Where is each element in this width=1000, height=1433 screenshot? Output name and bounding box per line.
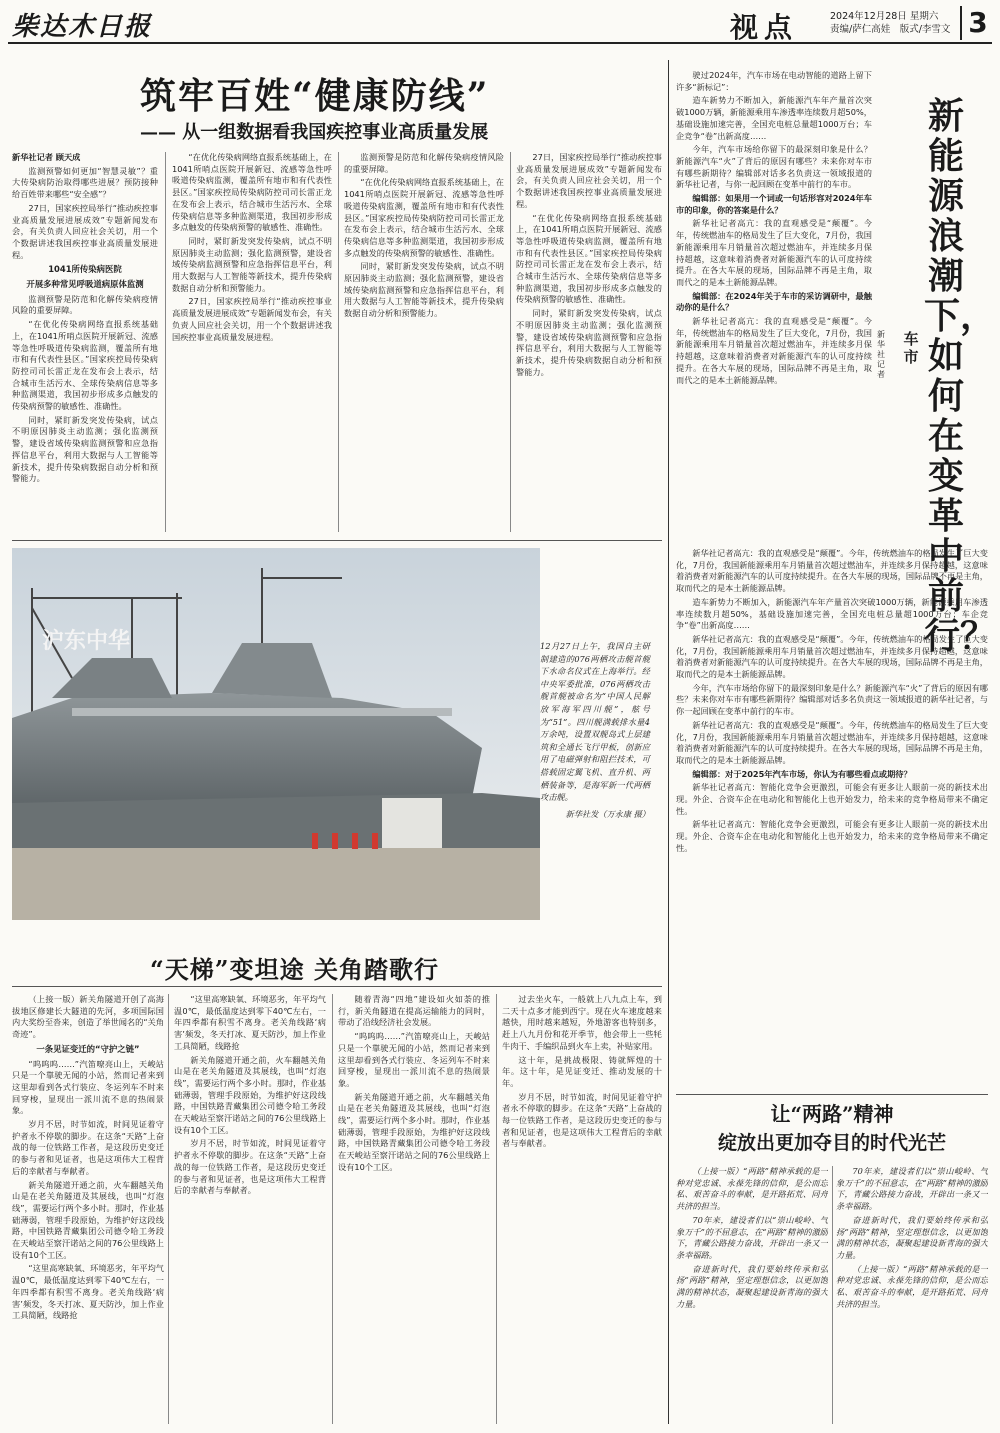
ship-photo-illustration <box>12 548 540 920</box>
article4-col1 <box>676 1166 828 1424</box>
paper-name: 柴达木日报 <box>12 12 153 42</box>
article1-title: 筑牢百姓“健康防线” <box>140 75 490 117</box>
article3-p1: 造车新势力不断加入，新能源汽车年产量首次突破1000万辆，新能源乘用车渗透率连续数月超50%，基础设施加速完善，全国充电桩总量超1000万台；车企竞争“卷”出新高度…… <box>676 95 872 141</box>
editor-text: 责编/萨仁高娃 版式/李雪文 <box>830 24 951 35</box>
date-text: 2024年12月28日 星期六 <box>830 11 939 22</box>
article1-p2-cont: 监测预警是防范和化解传染病疫情风险的重要屏障。 <box>344 152 504 174</box>
article1-subtitle: —— 从一组数据看我国疾控事业高质量发展 <box>140 122 489 143</box>
article1-p4-cont: 同时，紧盯新发突发传染病，试点不明原因肺炎主动监测；强化监测预警，建设省域传染病监测预警和应急指挥信息平台，利用大数据与人工智能等新技术，提升传染病数据自动分析和预警能力。 <box>172 235 332 293</box>
article3-a1: 新华社记者高亢：我的直观感受是“颠覆”。今年，传统燃油车的格局发生了巨大变化，7月份，我国新能源乘用车月销量首次超过燃油车，并连续多月保持超越，这意味着消费者对新能源汽车的认可度持续提升。在各大车展的现场，国际品牌不再是主角，取而代之的是本土新能源品牌。 <box>676 218 872 287</box>
article2-lead: （上接一版）新关角隧道开创了高海拔地区修建长大隧道的先河，多项国际国内大奖纷至沓来，创造了举世闻名的“关角奇迹”。 <box>12 994 164 1040</box>
article3-kicker: 车市 <box>903 330 919 366</box>
article1-p3-cont3: “在优化传染病网络直报系统基础上，在1041所哨点医院开展新冠、流感等急性呼吸道传染病监测，覆盖所有地市和有代表性县区。”国家疾控局传染病防控司司长雷正龙在发布会上表示，结合城市生活污水、全球传染病信息等多种监测渠道，我国初步形成多点触发的传染病预警的敏感性、准确性。 <box>516 212 662 305</box>
article2-title: “天梯”变坦途 关角踏歌行 <box>150 955 439 984</box>
photo-caption-text: 12月27日上午，我国自主研制建造的076两栖攻击舰首舰下水命名仪式在上海举行。经中央军委批准，076两栖攻击舰首舰被命名为“中国人民解放军海军四川舰”，舷号为“51”。四川舰满载排水量4万余吨，设置双舰岛式上层建筑和全通长飞行甲板，创新应用了电磁弹射和阻拦技术，可搭载固定翼飞机、直升机、两栖装备等，是海军新一代两栖攻击舰。 <box>540 641 650 803</box>
article2-col1 <box>12 994 164 1424</box>
column-rule <box>165 152 166 532</box>
article2-p7: 这十年，是挑战极限、铸就辉煌的十年。这十年，是见证变迁、推动发展的十年。 <box>502 1054 662 1088</box>
article4-lead: （上接一版）“两路”精神承载的是一种对党忠诚、永葆先锋的信仰，是公而忘私、艰苦奋斗的奉献，是开路拓荒、同舟共济的担当。 <box>676 1166 828 1212</box>
column-rule <box>510 152 511 532</box>
article2-p2: 岁月不居，时节如流，时间见证着守护者永不停歇的脚步。在这条“天路”上奋战的每一位铁路工作者，是这段历史变迁的参与者和见证者，也是这项伟大工程背后的幸献者与奉献者。 <box>12 1119 164 1176</box>
article2-p2-cont2: 岁月不居，时节如流，时间见证着守护者永不停歇的脚步。在这条“天路”上奋战的每一位铁路工作者，是这段历史变迁的参与者和见证者，也是这项伟大工程背后的幸献者与奉献者。 <box>502 1091 662 1149</box>
article2-col3 <box>338 994 490 1424</box>
article1-p3-cont: “在优化传染病网络直报系统基础上，在1041所哨点医院开展新冠、流感等急性呼吸道传染病监测，覆盖所有地市和有代表性县区。”国家疾控局传染病防控司司长雷正龙在发布会上表示，结合城市生活污水、全球传染病信息等多种监测渠道，我国初步形成多点触发的传染病预警的敏感性、准确性。 <box>172 152 332 233</box>
article2-col2 <box>174 994 326 1424</box>
photo-credit: 新华社发（万永康 摄） <box>565 808 650 819</box>
article1-col2 <box>172 152 332 532</box>
article2-p3-cont2: 新关角隧道开通之前，火车翻越关角山是在老关角隧道及其展线，也叫“灯泡线”，需要运行两个多小时。那时，作业基础薄弱，管理手段原始，为维护好这段线路，中国铁路青藏集团公司德令哈工务段在天峻站至察汗诺站之间的76公里线路上设有10个工区。 <box>338 1091 490 1172</box>
masthead <box>8 6 992 44</box>
article1-byline: 新华社记者 顾天成 <box>12 152 81 162</box>
article4-col2 <box>836 1166 988 1424</box>
article1-col3 <box>344 152 504 532</box>
section-name: 视点 <box>730 11 799 44</box>
article3-col-top <box>676 70 872 540</box>
article2-p6: 过去坐火车，一般就上八九点上车，到二天十点多才能到西宁。现在火车速度越来越快，用时越来越短，外地游客也特别多，赶上八九月份和花开季节，他会带上一些牦牛肉干、手编织品到火车上卖，补贴家用。 <box>502 994 662 1051</box>
column-rule <box>496 994 497 1424</box>
article2-p4-cont: “这里高寒缺氧、环境恶劣，年平均气温0℃，最低温度达到零下40℃左右，一年四季都有积雪不离身。老关角线路‘病害’频发，冬天打冰、夏天防沙，加上作业工具简陋，线路抢 <box>174 994 326 1051</box>
article4-title-line2: 绽放出更加夺目的时代光芒 <box>717 1132 946 1154</box>
article1-p1-cont2: 27日，国家疾控局举行“推动疾控事业高质量发展进展成效”专题新闻发布会，有关负责人回应社会关切，用一个个数据讲述我国疾控事业高质量发展进程。 <box>516 152 662 209</box>
article2-p4: “这里高寒缺氧、环境恶劣，年平均气温0℃，最低温度达到零下40℃左右，一年四季都有积雪不离身。老关角线路‘病害’频发，冬天打冰、夏天防沙，加上作业工具简陋，线路抢 <box>12 1263 164 1321</box>
article3-p1-cont: 造车新势力不断加入，新能源汽车年产量首次突破1000万辆，新能源乘用车渗透率连续数月超50%，基础设施加速完善，全国充电桩总量超1000万台；车企竞争“卷”出新高度…… <box>676 596 988 631</box>
article2-p1: “呜呜呜……”汽笛嘹亮山上，天峻站只是一个靠驶无闻的小站，然而记者来到这里却看到各式行装应、冬运列车不时来回穿梭，显现出一派川流不息的热闹景象。 <box>12 1058 164 1116</box>
article3-byline: 新华社记者 <box>877 330 885 379</box>
article1-p1: 27日，国家疾控局举行“推动疾控事业高质量发展进展成效”专题新闻发布会，有关负责人回应社会关切，用一个个数据讲述我国疾控事业高质量发展进程。 <box>12 202 158 260</box>
column-rule <box>332 994 333 1424</box>
article2-p2-cont: 岁月不居，时节如流，时间见证着守护者永不停歇的脚步。在这条“天路”上奋战的每一位铁路工作者，是这段历史变迁的参与者和见证者，也是这项伟大工程背后的幸献者与奉献者。 <box>174 1138 326 1196</box>
column-rule <box>338 152 339 532</box>
article1-lead: 监测预警如何更加“智慧灵敏”？重大传染病防治取得哪些进展？预防接种给百姓带来哪些“安全感”？ <box>12 165 158 200</box>
article3-col-bottom <box>676 548 988 1088</box>
page-column-divider <box>668 60 669 1424</box>
article3-lead: 驶过2024年，汽车市场在电动智能的道路上留下许多“新标记”： <box>676 70 872 92</box>
article2-p3: 新关角隧道开通之前，火车翻越关角山是在老关角隧道及其展线，也叫“灯泡线”，需要运行两个多小时。那时，作业基础薄弱，管理手段原始，为维护好这段线路，中国铁路青藏集团公司德令哈工务段在天峻站至察汗诺站之间的76公里线路上设有10个工区。 <box>12 1179 164 1260</box>
article1-subhead: 1041所传染病医院 <box>48 264 122 275</box>
article1-col1 <box>12 152 158 532</box>
article1-p3-cont2: “在优化传染病网络直报系统基础上，在1041所哨点医院开展新冠、流感等急性呼吸道传染病监测，覆盖所有地市和有代表性县区。”国家疾控局传染病防控司司长雷正龙在发布会上表示，结合城市生活污水、全球传染病信息等多种监测渠道，我国初步形成多点触发的传染病预警的敏感性、准确性。 <box>344 177 504 258</box>
article4-p1-cont: 70年来，建设者们以“崇山峻岭、气象万千”的不屈意志，在“两路”精神的激励下，青藏公路接力奋战，开辟出一条又一条幸福路。 <box>836 1166 988 1212</box>
article3-a1-cont: 新华社记者高亢：我的直观感受是“颠覆”。今年，传统燃油车的格局发生了巨大变化，7月份，我国新能源乘用车月销量首次超过燃油车，并连续多月保持超越，这意味着消费者对新能源汽车的认可度持续提升。在各大车展的现场，国际品牌不再是主角，取而代之的是本土新能源品牌。 <box>676 316 872 385</box>
column-rule <box>168 994 169 1424</box>
article2-subhead: 一条见证变迁的“守护之链” <box>36 1043 140 1054</box>
article2-p1-cont: “呜呜呜……”汽笛嘹亮山上，天峻站只是一个靠驶无闻的小站，然而记者来到这里却看到各式行装应、冬运列车不时来回穿梭，显现出一派川流不息的热闹景象。 <box>338 1031 490 1088</box>
article1-p4: 同时，紧盯新发突发传染病，试点不明原因肺炎主动监测；强化监测预警，建设省域传染病监测预警和应急指挥信息平台，利用大数据与人工智能等新技术，提升传染病数据自动分析和预警能力。 <box>12 414 158 484</box>
article4-p2-cont: 奋进新时代，我们要始终传承和弘扬“两路”精神，坚定理想信念，以更加饱满的精神状态，凝聚起建设新青海的强大力量。 <box>836 1214 988 1260</box>
page-number: 3 <box>960 6 994 40</box>
article2-col4 <box>502 994 662 1424</box>
article4-p2: 奋进新时代，我们要始终传承和弘扬“两路”精神，坚定理想信念，以更加饱满的精神状态，凝聚起建设新青海的强大力量。 <box>676 1263 828 1309</box>
article1-p4-cont2: 同时，紧盯新发突发传染病，试点不明原因肺炎主动监测；强化监测预警，建设省域传染病监测预警和应急指挥信息平台，利用大数据与人工智能等新技术，提升传染病数据自动分析和预警能力。 <box>344 261 504 319</box>
article3-p2-cont: 今年，汽车市场给你留下的最深刻印象是什么？新能源汽车“火”了背后的原因有哪些？未来你对车市有哪些新期待？编辑部对话多名负责这一领域报道的新华社记者，与你一起回顾在变革中前行的车市。 <box>676 682 988 717</box>
article3-title: 新能源浪潮下，如何在变革中前行？ <box>924 95 997 657</box>
date-line <box>830 10 950 36</box>
article2-p5: 随着青海“四地”建设如火如荼的推行，新关角隧道在提高运输能力的同时，带动了沿线经济社会发展。 <box>338 994 490 1028</box>
article3-p2: 今年，汽车市场给你留下的最深刻印象是什么？新能源汽车“火”了背后的原因有哪些？未来你对车市有哪些新期待？编辑部对话多名负责这一领域报道的新华社记者，与你一起回顾在变革中前行的车市。 <box>676 144 872 190</box>
article3-a1-cont4: 新华社记者高亢：我的直观感受是“颠覆”。今年，传统燃油车的格局发生了巨大变化，7月份，我国新能源乘用车月销量首次超过燃油车，并连续多月保持超越，这意味着消费者对新能源汽车的认可度持续提升。在各大车展的现场，国际品牌不再是主角，取而代之的是本土新能源品牌。 <box>676 719 988 765</box>
article3-a1-cont3: 新华社记者高亢：我的直观感受是“颠覆”。今年，传统燃油车的格局发生了巨大变化，7月份，我国新能源乘用车月销量首次超过燃油车，并连续多月保持超越，这意味着消费者对新能源汽车的认可度持续提升。在各大车展的现场，国际品牌不再是主角，取而代之的是本土新能源品牌。 <box>676 633 988 680</box>
article2-p3-cont: 新关角隧道开通之前，火车翻越关角山是在老关角隧道及其展线，也叫“灯泡线”，需要运行两个多小时。那时，作业基础薄弱，管理手段原始，为维护好这段线路，中国铁路青藏集团公司德令哈工务段在天峻站至察汗诺站之间的76公里线路上设有10个工区。 <box>174 1054 326 1135</box>
article1-p3: “在优化传染病网络直报系统基础上，在1041所哨点医院开展新冠、流感等急性呼吸道传染病监测，覆盖所有地市和有代表性县区。”国家疾控局传染病防控司司长雷正龙在发布会上表示，结合城市生活污水、全球传染病信息等多种监测渠道，我国初步形成多点触发的传染病预警的敏感性、准确性。 <box>12 319 158 412</box>
article1-p4-cont3: 同时，紧盯新发突发传染病，试点不明原因肺炎主动监测；强化监测预警，建设省域传染病监测预警和应急指挥信息平台，利用大数据与人工智能等新技术，提升传染病数据自动分析和预警能力。 <box>516 308 662 377</box>
article3-q1: 编辑部：如果用一个词或一句话形容对2024年车市的印象，你的答案是什么？ <box>676 193 872 215</box>
news-photo <box>12 548 540 920</box>
article4-lead-cont: （上接一版）“两路”精神承载的是一种对党忠诚、永葆先锋的信仰，是公而忘私、艰苦奋斗的奉献，是开路拓荒、同舟共济的担当。 <box>836 1263 988 1309</box>
article4-title-line1: 让“两路”精神 <box>770 1102 894 1126</box>
article3-a3-cont: 新华社记者高亢：智能化竞争会更激烈，可能会有更多让人眼前一亮的新技术出现。外企、合资车企在电动化和智能化上也开始发力，给未来的竞争格局带来不确定性。 <box>676 819 988 853</box>
hull-lettering: 沪东中华 <box>42 629 131 654</box>
article3-a1-cont2: 新华社记者高亢：我的直观感受是“颠覆”。今年，传统燃油车的格局发生了巨大变化，7月份，我国新能源乘用车月销量首次超过燃油车，并连续多月保持超越，这意味着消费者对新能源汽车的认可度持续提升。在各大车展的现场，国际品牌不再是主角，取而代之的是本土新能源品牌。 <box>676 548 988 594</box>
article1-subhead-2: 开展多种常见呼吸道病原体监测 <box>26 279 144 290</box>
column-rule <box>832 1166 833 1424</box>
photo-caption <box>540 640 650 820</box>
article3-q2: 编辑部：在2024年关于车市的采访调研中，最触动你的是什么？ <box>676 290 872 313</box>
article1-col4 <box>516 152 662 532</box>
section-divider <box>12 540 662 541</box>
article4-p1: 70年来，建设者们以“崇山峻岭、气象万千”的不屈意志，在“两路”精神的激励下，青藏公路接力奋战，开辟出一条又一条幸福路。 <box>676 1214 828 1260</box>
article3-a3: 新华社记者高亢：智能化竞争会更激烈，可能会有更多让人眼前一亮的新技术出现。外企、合资车企在电动化和智能化上也开始发力，给未来的竞争格局带来不确定性。 <box>676 782 988 816</box>
section-divider <box>12 986 662 987</box>
section-divider <box>676 1094 988 1095</box>
article1-p2: 监测预警是防范和化解传染病疫情风险的重要屏障。 <box>12 293 158 316</box>
article1-p1-cont: 27日，国家疾控局举行“推动疾控事业高质量发展进展成效”专题新闻发布会，有关负责人回应社会关切，用一个个数据讲述我国疾控事业高质量发展进程。 <box>172 296 332 342</box>
article3-q3: 编辑部：对于2025年汽车市场，你认为有哪些看点或期待？ <box>692 768 912 779</box>
